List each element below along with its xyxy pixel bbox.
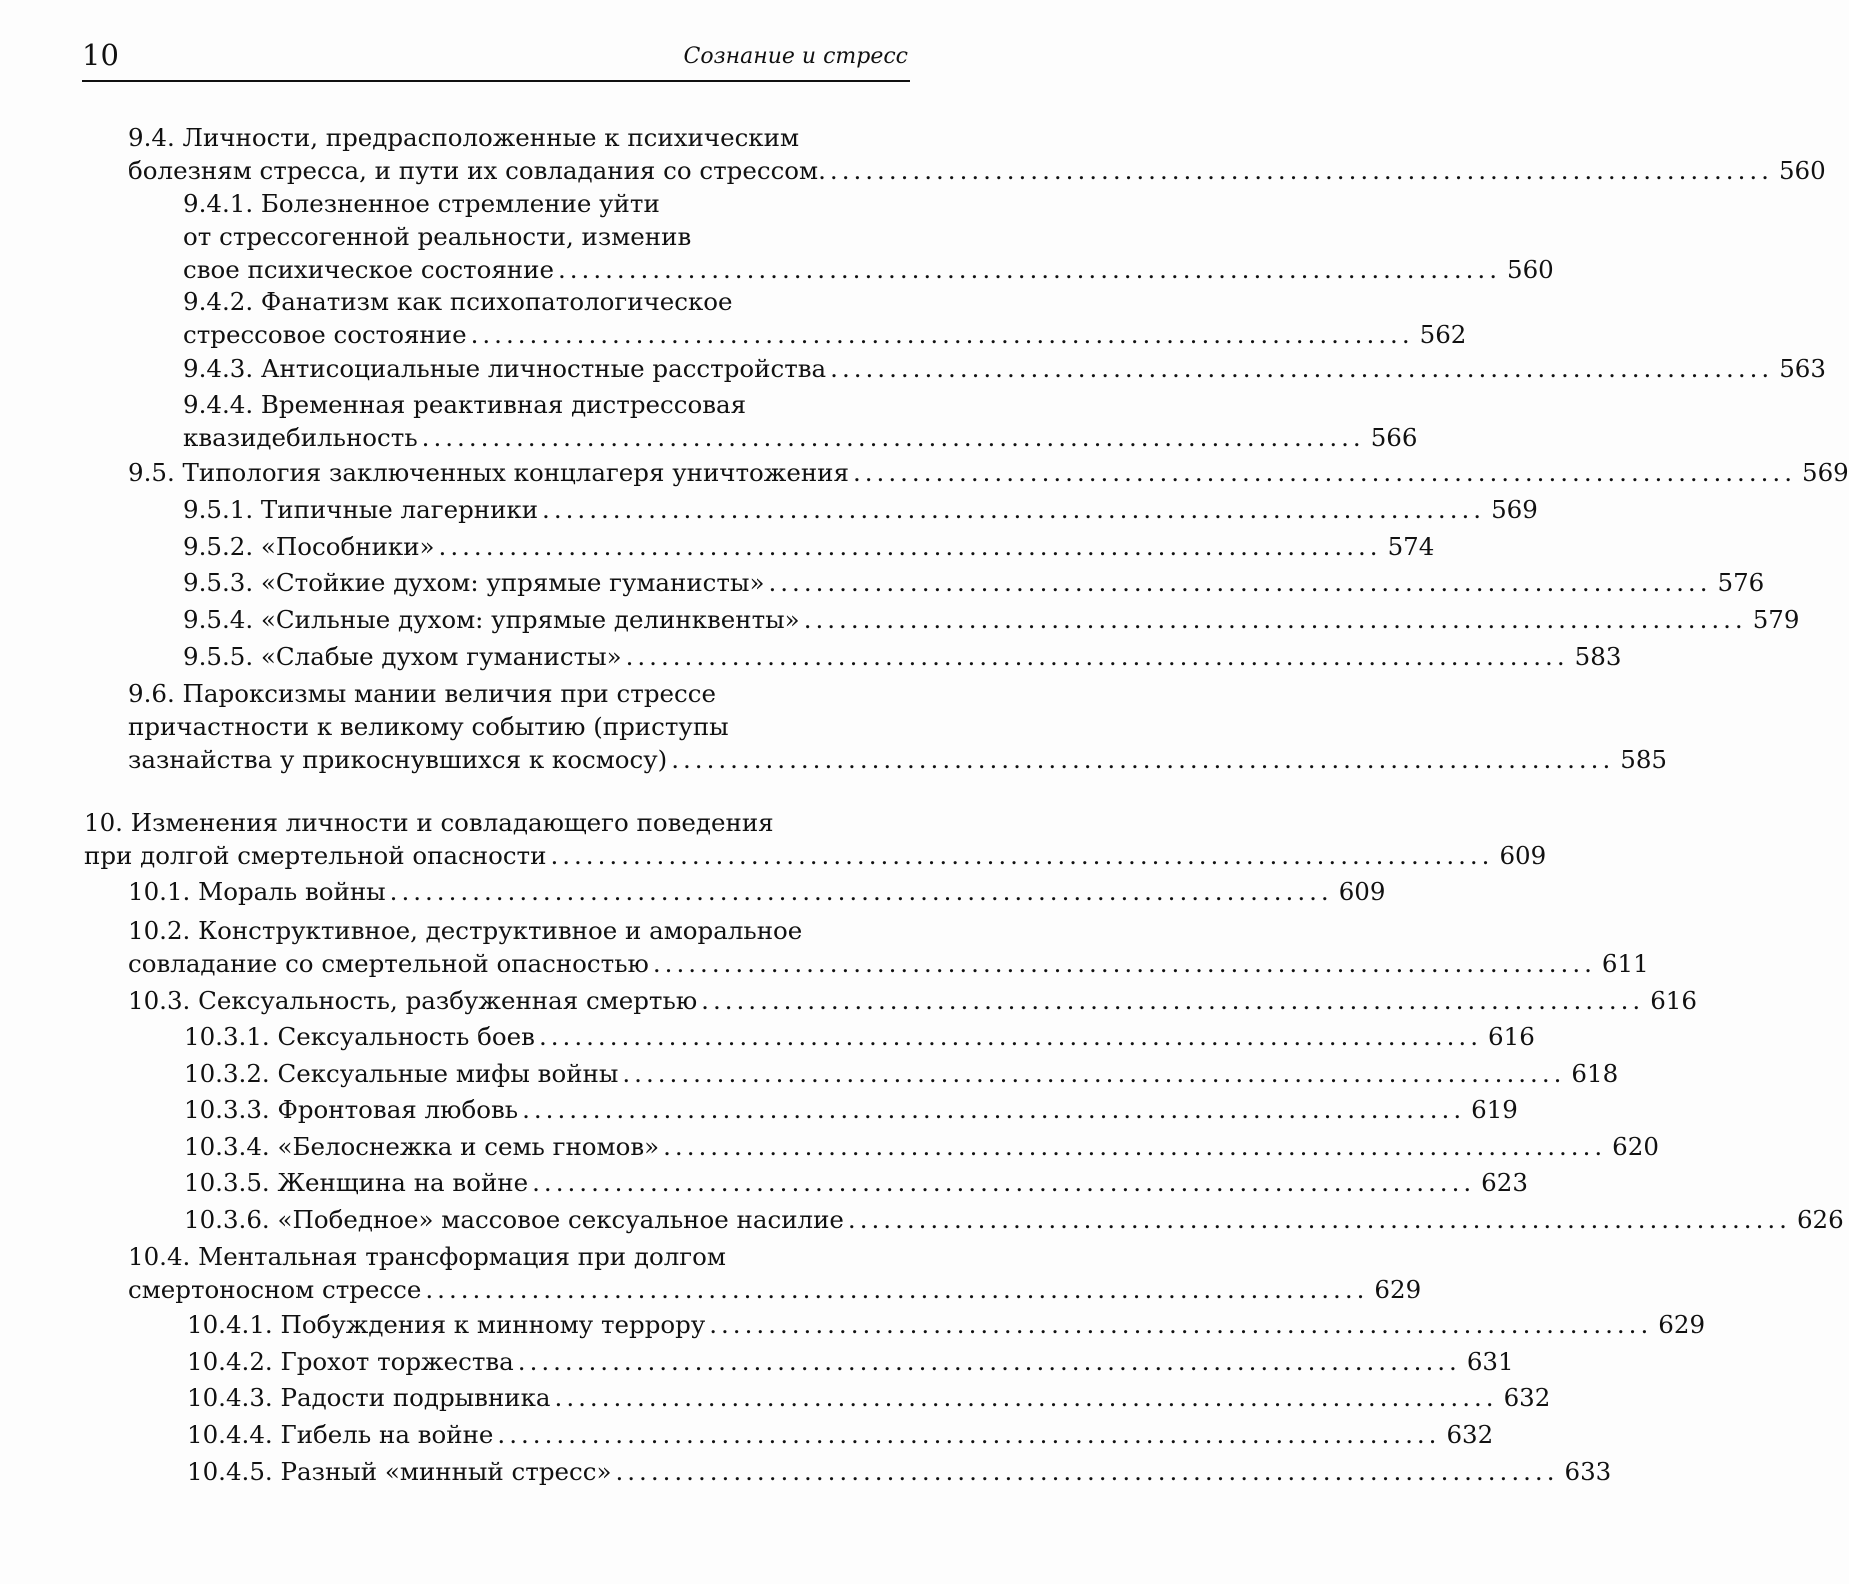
dot-leader: ................................................................................ xyxy=(522,1095,1466,1124)
page-ref: 631 xyxy=(1466,1347,1514,1376)
page-ref: 576 xyxy=(1717,568,1765,597)
toc-entry-10-3-1[interactable]: 10.3.1. Сексуальность боев ................................................................................ 616 xyxy=(184,1022,1535,1051)
dot-leader: ................................................................................ xyxy=(701,986,1645,1015)
page-ref: 626 xyxy=(1796,1205,1844,1234)
page-ref: 611 xyxy=(1601,949,1649,978)
toc-entry-10-3-6[interactable]: 10.3.6. «Победное» массовое сексуальное насилие ................................................................................ 626 xyxy=(184,1205,1844,1234)
page-ref: 579 xyxy=(1752,605,1800,634)
dot-leader: ................................................................................ xyxy=(438,532,1382,561)
toc-entry-10-3-3[interactable]: 10.3.3. Фронтовая любовь ................................................................................ 619 xyxy=(184,1095,1518,1124)
dot-leader: ................................................................................ xyxy=(803,605,1747,634)
page-ref: 569 xyxy=(1802,458,1849,487)
page-ref: 618 xyxy=(1571,1059,1619,1088)
toc-entry-10-4-5[interactable]: 10.4.5. Разный «минный стресс» ................................................................................ 633 xyxy=(187,1457,1612,1486)
toc-entry-10-3-2[interactable]: 10.3.2. Сексуальные мифы войны ................................................................................ 618 xyxy=(184,1059,1619,1088)
toc-entry-9-5[interactable]: 9.5. Типология заключенных концлагеря уничтожения ................................................................................ 569 xyxy=(128,458,1849,487)
toc-entry-10-3-4[interactable]: 10.3.4. «Белоснежка и семь гномов» ................................................................................ 620 xyxy=(184,1132,1659,1161)
page-ref: 583 xyxy=(1574,642,1622,671)
dot-leader: ................................................................................ xyxy=(652,949,1596,978)
page-ref: 629 xyxy=(1658,1310,1706,1339)
toc-entry-10-2[interactable]: 10.2. Конструктивное, деструктивное и аморальное совладание со смертельной опасностью ................................................................................ 611 xyxy=(128,916,1649,978)
dot-leader: ................................................................................ xyxy=(389,877,1333,906)
dot-leader: ................................................................................ xyxy=(829,156,1773,185)
toc-entry-9-5-4[interactable]: 9.5.4. «Сильные духом: упрямые делинквенты» ................................................................................ 579 xyxy=(183,605,1800,634)
dot-leader: ................................................................................ xyxy=(421,423,1365,452)
toc-entry-10-4[interactable]: 10.4. Ментальная трансформация при долгом смертоносном стрессе ................................................................................ 629 xyxy=(128,1242,1422,1304)
toc-entry-10-4-3[interactable]: 10.4.3. Радости подрывника ................................................................................ 632 xyxy=(187,1383,1551,1412)
page-ref: 632 xyxy=(1503,1383,1551,1412)
dot-leader: ................................................................................ xyxy=(852,458,1796,487)
page-ref: 566 xyxy=(1370,423,1418,452)
toc-entry-9-4-1[interactable]: 9.4.1. Болезненное стремление уйти от стрессогенной реальности, изменив свое психическое состояние ................................................................................ 560 xyxy=(183,189,1554,284)
dot-leader: ................................................................................ xyxy=(554,1383,1498,1412)
running-header xyxy=(82,36,910,82)
page-ref: 563 xyxy=(1779,354,1826,383)
dot-leader: ................................................................................ xyxy=(709,1310,1653,1339)
toc-entry-10-3[interactable]: 10.3. Сексуальность, разбуженная смертью ................................................................................ 616 xyxy=(128,986,1697,1015)
page-ref: 574 xyxy=(1387,532,1435,561)
dot-leader: ................................................................................ xyxy=(768,568,1712,597)
toc-entry-9-5-2[interactable]: 9.5.2. «Пособники» ................................................................................ 574 xyxy=(183,532,1435,561)
toc-entry-9-5-5[interactable]: 9.5.5. «Слабые духом гуманисты» ................................................................................ 583 xyxy=(183,642,1622,671)
toc-entry-10-4-1[interactable]: 10.4.1. Побуждения к минному террору ................................................................................ 629 xyxy=(187,1310,1706,1339)
running-title: Сознание и стресс xyxy=(683,44,908,69)
toc-entry-10-1[interactable]: 10.1. Мораль войны ................................................................................ 609 xyxy=(128,877,1386,906)
page-ref: 629 xyxy=(1374,1275,1422,1304)
dot-leader: ................................................................................ xyxy=(470,320,1414,349)
dot-leader: ................................................................................ xyxy=(550,841,1494,870)
page-ref: 609 xyxy=(1499,841,1547,870)
page-ref: 616 xyxy=(1488,1022,1535,1051)
page-ref: 560 xyxy=(1507,255,1554,284)
page-ref: 619 xyxy=(1471,1095,1518,1124)
toc-entry-9-6[interactable]: 9.6. Пароксизмы мании величия при стрессе причастности к великому событию (приступы зазнайства у прикоснувшихся к космосу) ................................................................................ 585 xyxy=(128,679,1668,774)
toc-entry-9-4-2[interactable]: 9.4.2. Фанатизм как психопатологическое стрессовое состояние ................................................................................ 562 xyxy=(183,287,1467,349)
toc-entry-9-5-3[interactable]: 9.5.3. «Стойкие духом: упрямые гуманисты» ................................................................................ 576 xyxy=(183,568,1765,597)
dot-leader: ................................................................................ xyxy=(830,354,1774,383)
page-ref: 620 xyxy=(1612,1132,1659,1161)
toc-entry-10-4-2[interactable]: 10.4.2. Грохот торжества ................................................................................ 631 xyxy=(187,1347,1514,1376)
dot-leader: ................................................................................ xyxy=(625,642,1569,671)
page-ref: 562 xyxy=(1419,320,1467,349)
page-number: 10 xyxy=(82,38,119,72)
dot-leader: ................................................................................ xyxy=(425,1275,1369,1304)
toc-entry-9-4[interactable]: 9.4. Личности, предрасположенные к психическим болезням стресса, и пути их совладания со стрессом. ................................................................................ 560 xyxy=(128,123,1826,185)
dot-leader: ................................................................................ xyxy=(538,1022,1483,1051)
toc-entry-9-5-1[interactable]: 9.5.1. Типичные лагерники ................................................................................ 569 xyxy=(183,495,1538,524)
dot-leader: ................................................................................ xyxy=(671,745,1615,774)
dot-leader: ................................................................................ xyxy=(517,1347,1461,1376)
dot-leader: ................................................................................ xyxy=(497,1420,1441,1449)
page-ref: 569 xyxy=(1491,495,1538,524)
dot-leader: ................................................................................ xyxy=(532,1168,1476,1197)
page-ref: 632 xyxy=(1446,1420,1494,1449)
page-ref: 609 xyxy=(1338,877,1386,906)
dot-leader: ................................................................................ xyxy=(663,1132,1607,1161)
dot-leader: ................................................................................ xyxy=(615,1457,1559,1486)
page-ref: 623 xyxy=(1481,1168,1528,1197)
page-ref: 616 xyxy=(1650,986,1697,1015)
dot-leader: ................................................................................ xyxy=(622,1059,1566,1088)
dot-leader: ................................................................................ xyxy=(542,495,1486,524)
toc-entry-9-4-3[interactable]: 9.4.3. Антисоциальные личностные расстройства ................................................................................ 563 xyxy=(183,354,1826,383)
page-ref: 560 xyxy=(1778,156,1826,185)
toc-entry-10[interactable]: 10. Изменения личности и совладающего поведения при долгой смертельной опасности ................................................................................ 609 xyxy=(84,808,1547,870)
page-ref: 585 xyxy=(1620,745,1668,774)
dot-leader: ................................................................................ xyxy=(557,255,1501,284)
toc-entry-10-4-4[interactable]: 10.4.4. Гибель на войне ................................................................................ 632 xyxy=(187,1420,1494,1449)
dot-leader: ................................................................................ xyxy=(847,1205,1791,1234)
page-ref: 633 xyxy=(1564,1457,1612,1486)
toc-entry-9-4-4[interactable]: 9.4.4. Временная реактивная дистрессовая квазидебильность ................................................................................ 566 xyxy=(183,390,1418,452)
toc-entry-10-3-5[interactable]: 10.3.5. Женщина на войне ................................................................................ 623 xyxy=(184,1168,1528,1197)
